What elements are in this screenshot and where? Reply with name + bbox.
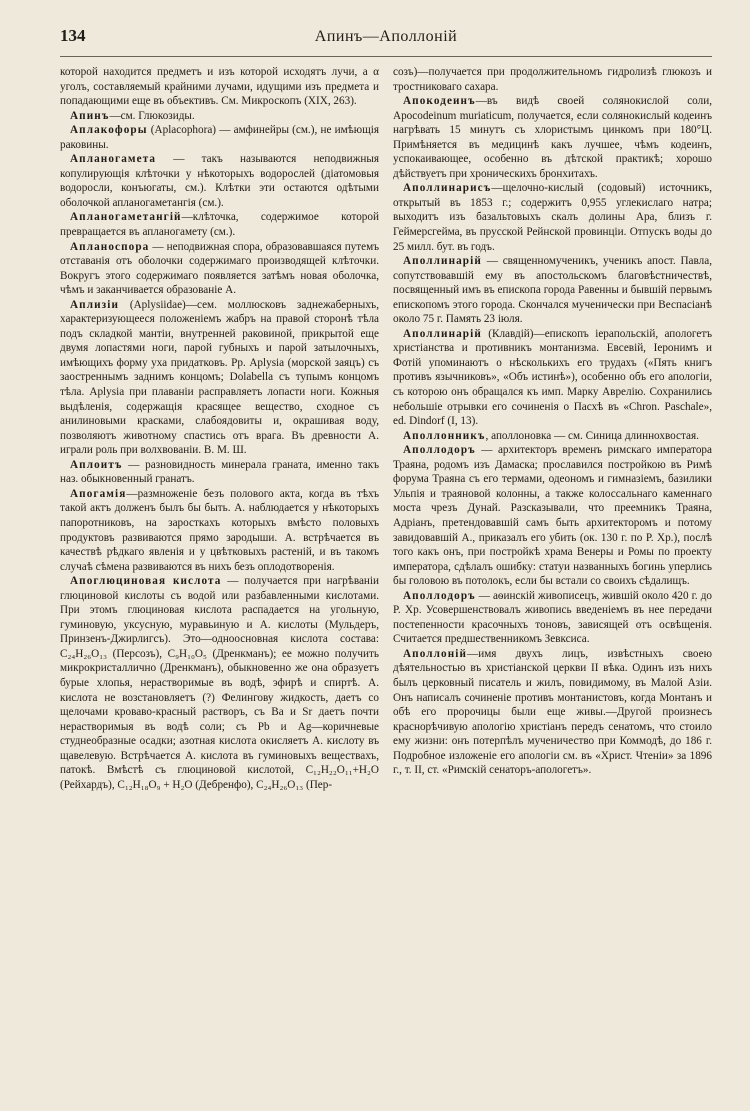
entry-text: — такъ называются неподвижныя копулирующія клѣточки у нѣкоторыхъ водорослей (діатомовыя водоросли, конъюгаты, см.). Клѣтки эти остаются одѣтыми оболочкой апланогаметангія (см.). <box>60 153 379 209</box>
entry-headword: Аполлоній <box>403 647 468 660</box>
dictionary-entry <box>60 487 379 574</box>
entry-text: —размноженіе безъ полового акта, когда въ тѣхъ такой актъ долженъ былъ бы быть. А. наблюдается у нѣкоторыхъ папоротниковъ, на заросткахъ которыхъ вмѣсто половыхъ продуктовъ развиваются прямо зародыши. А. встрѣчается въ качествѣ рѣдкаго явленія и у цвѣтковыхъ растеній, и въ такомъ случаѣ сѣмена развиваются въ нихъ безъ оплодотворенія. <box>60 487 379 573</box>
entry-text: —имя двухъ лицъ, извѣстныхъ своею дѣятельностью въ христіанской церкви II вѣка. Одинъ изъ нихъ былъ церковный писатель и жилъ, повидимому, въ Малой Азіи. Онъ написалъ сочиненіе противъ монтанистовъ, когда Монтанъ и обѣ его пророчицы были еще живы.—Другой произнесъ краснорѣчивую апологію христіанъ передъ сенатомъ, что стоило ему жизни: онъ потерпѣлъ мученичество при Коммодѣ, до 186 г. Подробное изложеніе его апологіи см. въ «Христ. Чтеніи» за 1896 г., т. II, ст. «Римскій сенаторъ-апологетъ». <box>393 647 712 777</box>
entry-headword: Апокодеинъ <box>403 95 476 108</box>
entry-headword: Аполлодоръ <box>403 589 476 602</box>
entry-headword: Аполлонникъ <box>403 429 486 442</box>
entry-text: — неподвижная спора, образовавшаяся путемъ отставанія отъ оболочки содержимаго производящей клѣточки. Вокругъ этого содержимаго появляется затѣмъ новая оболочка, чѣмъ и заканчивается образованіе А. <box>60 240 379 297</box>
dictionary-entry <box>60 298 379 458</box>
entry-headword: Аполлодоръ <box>403 444 476 457</box>
entry-headword: Аплакофоры <box>70 124 148 137</box>
left-column <box>60 65 379 792</box>
entry-headword: Апланоспора <box>70 240 150 253</box>
entry-headword: Апинъ <box>70 109 110 122</box>
dictionary-entry <box>393 254 712 327</box>
dictionary-entry <box>393 647 712 778</box>
dictionary-entry <box>60 240 379 298</box>
dictionary-entry <box>393 429 712 444</box>
dictionary-entry <box>393 94 712 181</box>
page-number: 134 <box>60 26 86 45</box>
entry-headword: Аполлинарисъ <box>403 182 492 195</box>
entry-text: — получается при нагрѣваніи глюциновой кислоты съ водой или разбавленными кислотами. При этомъ глюциновая кислота распадается на угольную, гуминовую, уксусную, муравьиную и А. кислоты (Мульдеръ, Принзенъ-Джирлигсъ). Это—одноосновная кислота состава: C₂₄H₂₆O₁₃ (Персозъ), C₉H₁₀O₅ (Дренкманъ); ее можно получить микрокристаллично (Дренкманъ), обыкновенно же она образуетъ бурые хлопья, нерастворимые въ водѣ, эфирѣ и спиртѣ. А. кислота не возстановляетъ (?) Фелингову жидкость, даетъ со щелочами кроваво-красный растворъ, съ Ba и Sr даетъ почти нерастворимыя въ водѣ соли; съ Pb и Ag—коричневые студнеобразные осадки; азотная кислота окисляетъ А. кислоту въ щавелевую. Встрѣчается А. кислота въ гуминовыхъ веществахъ, патокѣ. Вмѣстѣ съ глюциновой кислотой, C₁₂H₂₂O₁₁+H₂O (Рейхардъ), C₁₂H₁₈O₉ + H₂O (Дебренфо), C₂₄H₂₆O₁₃ (Пер- <box>60 575 380 791</box>
entry-text: — священномученикъ, ученикъ апост. Павла, сопутствовавшій ему въ апостольскомъ благовѣстничествѣ, посвященный имъ въ епископа города Равенны и бывшій первымъ епископомъ этого города. Скончался мученически при Веспасіанѣ около 75 г. Память 23 іюля. <box>393 255 712 326</box>
entry-headword: Аплизіи <box>70 298 119 311</box>
entry-headword: Апланогамета <box>70 153 157 166</box>
entry-headword: Апогамія <box>70 487 127 500</box>
dictionary-entry <box>60 152 379 210</box>
dictionary-entry <box>60 123 379 152</box>
entry-text: —щелочно-кислый (содовый) источникъ, открытый въ 1853 г.; содержитъ 0,955 углекислаго натра; выходитъ изъ базальтовыхъ скалъ долины Ара, близъ г. Геймерсгейма, въ прусской Рейнской провинціи. Отпускъ воды до 25 милл. бут. въ годъ. <box>393 182 712 253</box>
entry-headword: Аплоитъ <box>70 458 123 471</box>
page-header <box>60 26 712 57</box>
dictionary-entry <box>60 210 379 239</box>
entry-text: созъ)—получается при продолжительномъ гидролизѣ глюкозъ и тростниковаго сахара. <box>393 66 712 93</box>
dictionary-entry <box>393 589 712 647</box>
entry-text: — архитекторъ временъ римскаго императора Траяна, родомъ изъ Дамаска; прославился постройкою въ Римѣ форума Траяна съ его термами, одеономъ и гимназіемъ, базилики Ульпія и траяновой колонны, а также колоссальнаго каменнаго моста чрезъ Дунай. Разсказывали, что преемникъ Траяна, Адріанъ, претендовавшій самъ быть архитекторомъ и потому завидовавшій А., приказалъ его убить (ок. 130 г. по Р. Хр.), послѣ того какъ онъ, при постройкѣ храма Венеры и Ромы по проекту императора, сдѣлалъ ошибку: статуи названныхъ богинь уперлись бы головою въ потолокъ, если бы встали со своихъ сѣдалищъ. <box>393 444 712 588</box>
entry-text: —клѣточка, содержимое которой превращается въ апланогамету (см.). <box>60 211 379 239</box>
entry-headword: Апланогаметангій <box>70 211 182 224</box>
dictionary-entry <box>60 458 379 487</box>
dictionary-entry <box>393 327 712 429</box>
running-head: Апинъ—Аполлонiй <box>314 28 458 45</box>
continued-entry <box>60 65 379 109</box>
text-columns <box>60 65 712 792</box>
entry-headword: Аполлинарій <box>403 255 482 268</box>
right-column <box>393 65 712 792</box>
entry-headword: Апоглюциновая кислота <box>70 575 222 588</box>
entry-text: — разновидность минерала граната, именно такъ наз. обыкновенный гранатъ. <box>60 458 379 486</box>
dictionary-entry <box>393 181 712 254</box>
entry-text: —въ видѣ своей солянокислой соли, Apocodeinum muriaticum, получается, если солянокислый кодеинъ нагрѣвать 15 минутъ съ хлористымъ цинкомъ при 180°Ц. Примѣняется въ медицинѣ какъ лучшее, чѣмъ кодеинъ, успокаивающее, особенно въ дѣтской практикѣ; хорошо дѣйствуетъ при хроническихъ бронхитахъ. <box>393 95 712 180</box>
entry-text: (Aplysiidae)—сем. моллюсковъ заднежаберныхъ, характеризующееся положеніемъ жабръ на правой сторонѣ тѣла подъ складкой мантіи, внутренней раковиной, прикрытой еще двумя лопастями ноги, парой губныхъ и парой затылочныхъ, имѣющихъ форму уха придатковъ. Рр. Aplysia (морской заяцъ) съ заостреннымъ заднимъ концомъ; Dolabella съ тупымъ концомъ тѣла. Aplysia при плаваніи расправляетъ лопасти ноги. Кожныя выдѣленія, содержащія красящее вещество, сходное съ анилиновыми красками, слабоядовиты и, окрашивая воду, позволяютъ животному спастись отъ врага. Въ древности А. играли роль при волхвованіи. В. М. Ш. <box>60 298 379 457</box>
dictionary-entry <box>393 443 712 588</box>
entry-headword: Аполлинарій <box>403 327 482 340</box>
continued-entry <box>393 65 712 94</box>
entry-text: — аѳинскій живописецъ, жившій около 420 г. до Р. Хр. Усовершенствовалъ живопись введеніемъ въ нее передачи постепенности красочныхъ тоновъ, зависящей отъ освѣщенія. Считается предшественникомъ Зевксиса. <box>393 589 712 646</box>
entry-text: (Клавдій)—епископъ іерапольскій, апологетъ христіанства и противникъ монтанизма. Евсевій, Іеронимъ и Фотій упоминаютъ о нѣсколькихъ его трудахъ («Пять книгъ противъ язычниковъ», «Объ истинѣ»), особенно объ его апологіи, съ которою онъ обращался къ имп. Марку Аврелію. Сохранились небольшіе отрывки его сочиненія о Пасхѣ въ «Chron. Paschale», ed. Dindorf (I, 13). <box>393 327 712 428</box>
entry-text: —см. Глюкозиды. <box>109 109 195 122</box>
entry-text: (Aplacophora) — амфинейры (см.), не имѣющія раковины. <box>60 124 379 151</box>
entry-text: , аполлоновка — см. Синица длиннохвостая. <box>485 429 699 442</box>
dictionary-entry <box>60 109 379 124</box>
entry-text: которой находится предметъ и изъ которой исходятъ лучи, а α уголъ, составляемый крайними лучами, идущими изъ предмета и попадающими еще въ объективъ. См. Микроскопъ (XIX, 263). <box>60 66 379 108</box>
dictionary-entry <box>60 574 379 792</box>
